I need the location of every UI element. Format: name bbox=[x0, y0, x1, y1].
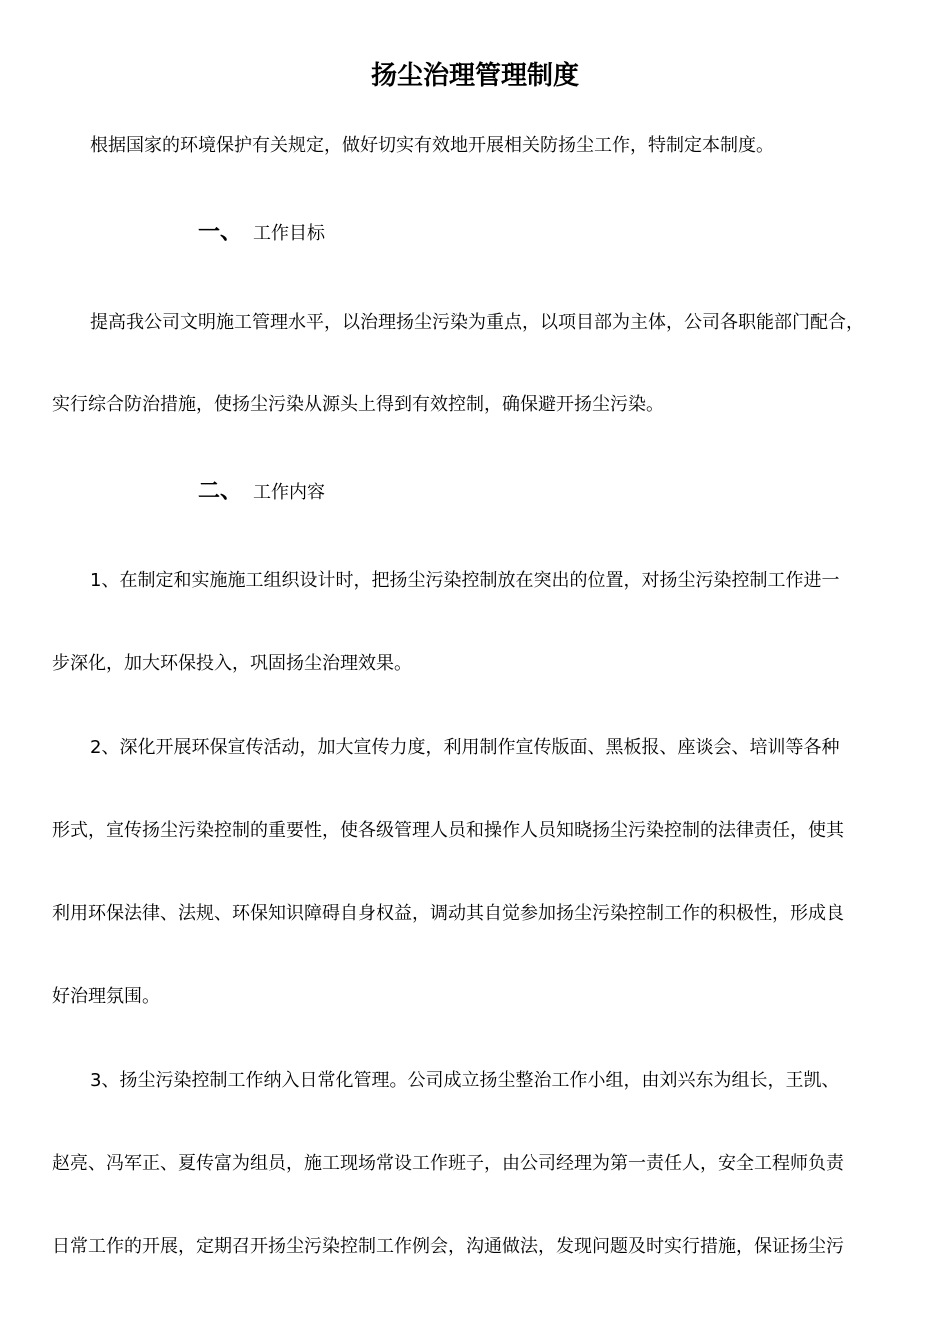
paragraph-line: 好治理氛围。 bbox=[52, 986, 160, 1007]
paragraph-line: 利用环保法律、法规、环保知识障碍自身权益，调动其自觉参加扬尘污染控制工作的积极性，形成良 bbox=[52, 903, 844, 924]
intro-paragraph: 根据国家的环境保护有关规定，做好切实有效地开展相关防扬尘工作，特制定本制度。 bbox=[90, 135, 774, 156]
paragraph-line: 3、扬尘污染控制工作纳入日常化管理。公司成立扬尘整治工作小组，由刘兴东为组长，王凯、 bbox=[90, 1070, 840, 1091]
paragraph-line: 实行综合防治措施，使扬尘污染从源头上得到有效控制，确保避开扬尘污染。 bbox=[52, 394, 664, 415]
section-title: 工作内容 bbox=[253, 482, 325, 503]
section-title: 工作目标 bbox=[253, 223, 325, 244]
paragraph-line: 形式，宣传扬尘污染控制的重要性，使各级管理人员和操作人员知晓扬尘污染控制的法律责任，使其 bbox=[52, 820, 844, 841]
paragraph-line: 提高我公司文明施工管理水平，以治理扬尘污染为重点，以项目部为主体，公司各职能部门配合， bbox=[90, 312, 864, 333]
paragraph-line: 2、深化开展环保宣传活动，加大宣传力度，利用制作宣传版面、黑板报、座谈会、培训等各种 bbox=[90, 737, 840, 758]
paragraph-line: 日常工作的开展，定期召开扬尘污染控制工作例会，沟通做法，发现问题及时实行措施，保证扬尘污 bbox=[52, 1236, 844, 1257]
paragraph-line: 步深化，加大环保投入，巩固扬尘治理效果。 bbox=[52, 653, 412, 674]
section-heading-goals bbox=[198, 219, 325, 248]
section-heading-content bbox=[198, 478, 325, 507]
section-number: 一、 bbox=[198, 220, 243, 245]
document-title: 扬尘治理管理制度 bbox=[370, 61, 579, 91]
paragraph-line: 赵亮、冯军正、夏传富为组员，施工现场常设工作班子，由公司经理为第一责任人，安全工程师负责 bbox=[52, 1153, 844, 1174]
paragraph-line: 1、在制定和实施施工组织设计时，把扬尘污染控制放在突出的位置，对扬尘污染控制工作进一 bbox=[90, 570, 840, 591]
section-number: 二、 bbox=[198, 479, 243, 504]
